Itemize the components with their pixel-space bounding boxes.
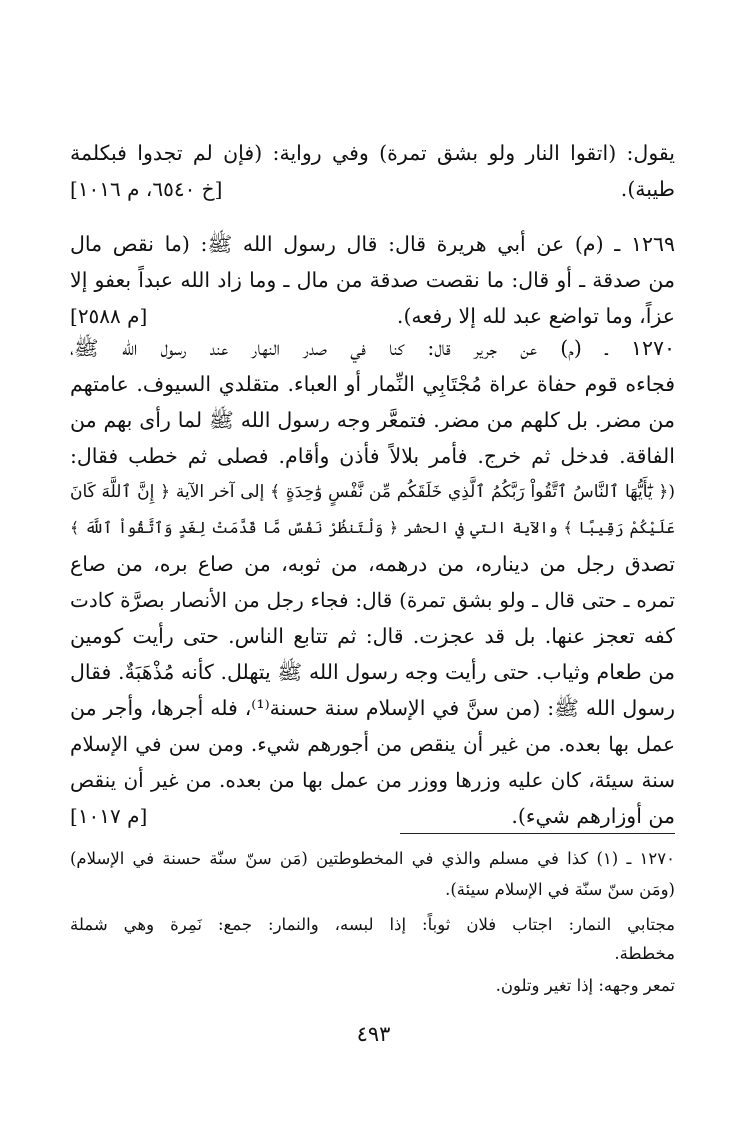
body-line: سنة سيئة، كان عليه وزرها ووزر من عمل بها من بعده. من غير أن ينقص — [70, 768, 675, 792]
footnote-line: تمعر وجهه: إذا تغير وتلون. — [495, 976, 675, 995]
hadith-reference: [م ١٠١٧] — [70, 804, 148, 828]
body-line: فجاءه قوم حفاة عراة مُجْتَابِي النِّمار أو العباء. متقلدي السيوف. عامتهم — [70, 372, 675, 396]
quran-verse-line: (﴿ يَٰٓأَيُّهَا ٱلنَّاسُ ٱتَّقُواْ رَبَّكُمُ ٱلَّذِي خَلَقَكُم مِّن نَّفْسٍ وَٰحِدَةٍ ﴾ إلى آخر الآية ﴿ إِنَّ ٱللَّهَ كَانَ — [70, 482, 675, 502]
body-line: من صدقة ـ أو قال: ما نقصت صدقة من مال ـ وما زاد الله عبداً بعفو إلا — [70, 268, 675, 292]
hadith-1270-line: ١٢٧٠ ـ (م) عن جرير قال: كنا في صدر النهار عند رسول الله ﷺ، — [70, 336, 675, 360]
footnote-line: (ومَن سنّ سنّة في الإسلام سيئة). — [445, 880, 675, 899]
body-line: كفه تعجز عنها. بل قد عجزت. قال: ثم تتابع الناس. حتى رأيت كومين — [70, 624, 675, 648]
hadith-reference: [خ ٦٥٤٠، م ١٠١٦] — [70, 177, 223, 201]
hadith-reference: [م ٢٥٨٨] — [70, 304, 148, 328]
body-line: من مضر. بل كلهم من مضر. فتمعَّر وجه رسول الله ﷺ لما رأى بهم من — [70, 408, 675, 432]
quran-verse-line: عَلَيْكُمْ رَقِيبًا ﴾ والآية التي في الحشر ﴿ وَلْتَنظُرْ نَفْسٌ مَّا قَدَّمَتْ لِغَدٍ وَٱتَّقُواْ ٱللَّهَ ﴾ — [70, 519, 675, 537]
footnote-line: ١٢٧٠ ـ (١) كذا في مسلم والذي في المخطوطتين (مَن سنّ سنّة حسنة في الإسلام) — [70, 849, 675, 868]
body-line: عزاً، وما تواضع عبد لله إلا رفعه). — [396, 304, 675, 328]
body-line: عمل بها بعده. من غير أن ينقص من أجورهم شيء. ومن سن في الإسلام — [70, 732, 675, 756]
page-number: ٤٩٣ — [356, 1022, 391, 1046]
footnote-line: مخططة. — [614, 944, 675, 963]
body-line: تمره ـ حتى قال ـ ولو بشق تمرة) قال: فجاء رجل من الأنصار بصرَّة كادت — [70, 588, 675, 612]
body-line: الفاقة. فدخل ثم خرج. فأمر بلالاً فأذن وأقام. فصلى ثم خطب فقال: — [70, 444, 675, 468]
body-line: رسول الله ﷺ: (من سنَّ في الإسلام سنة حسنة⁽¹⁾، فله أجرها، وأجر من — [70, 696, 675, 720]
footnote-separator — [400, 833, 675, 834]
hadith-1269-line: ١٢٦٩ ـ (م) عن أبي هريرة قال: قال رسول الله ﷺ: (ما نقص مال — [70, 232, 675, 256]
body-line: من طعام وثياب. حتى رأيت وجه رسول الله ﷺ يتهلل. كأنه مُذْهَبَةٌ. فقال — [70, 660, 675, 684]
body-line: من أوزارهم شيء). — [511, 804, 675, 828]
body-line: يقول: (اتقوا النار ولو بشق تمرة) وفي رواية: (فإن لم تجدوا فبكلمة — [70, 141, 675, 165]
body-line: تصدق رجل من ديناره، من درهمه، من ثوبه، من صاع بره، من صاع — [70, 552, 675, 576]
body-line: طيبة). — [620, 177, 675, 201]
footnote-line: مجتابي النمار: اجتاب فلان ثوباً: إذا لبسه، والنمار: جمع: نَمِرة وهي شملة — [70, 915, 675, 934]
